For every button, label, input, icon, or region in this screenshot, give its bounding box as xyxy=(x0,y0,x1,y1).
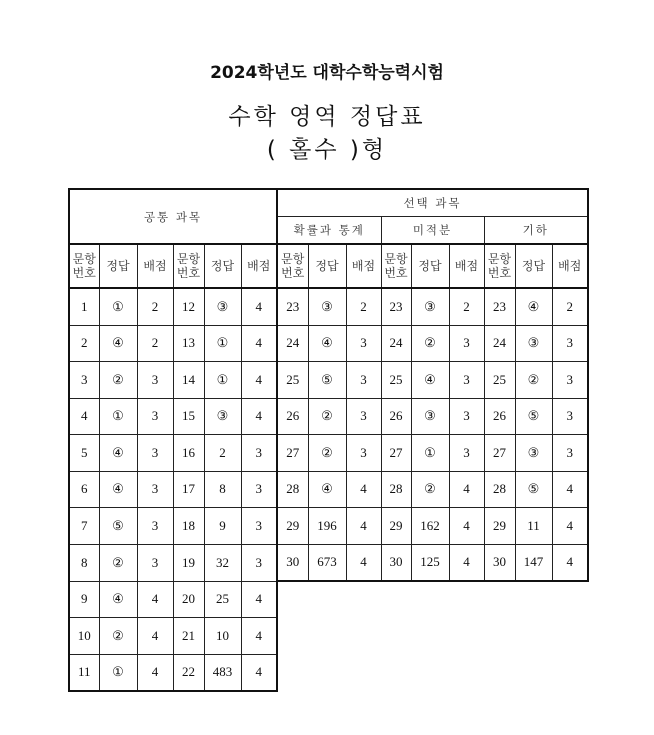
common-2-answer-cell: ① xyxy=(204,325,241,362)
calculus-number-cell: 27 xyxy=(381,435,411,472)
calculus-score-cell: 4 xyxy=(449,508,484,545)
exam-title: 2024학년도 대학수학능력시험 xyxy=(210,63,444,83)
common-1-answer-cell: ① xyxy=(99,288,137,325)
probability-statistics-number-cell: 23 xyxy=(277,288,308,325)
table-row xyxy=(69,618,588,655)
common-1-answer-cell: ② xyxy=(99,362,137,399)
common-1-number-cell: 9 xyxy=(69,581,99,618)
col-header-question-number xyxy=(277,244,308,288)
common-2-number-cell: 14 xyxy=(173,362,204,399)
common-1-score-cell: 3 xyxy=(137,398,173,435)
col-header-answer: 정답 xyxy=(515,244,552,288)
common-2-number-cell: 22 xyxy=(173,654,204,691)
common-1-answer-cell: ② xyxy=(99,618,137,655)
common-2-score-cell: 4 xyxy=(241,325,277,362)
calculus-score-cell: 3 xyxy=(449,362,484,399)
calculus-number-cell: 25 xyxy=(381,362,411,399)
common-2-answer-cell: ③ xyxy=(204,398,241,435)
elective-geometry: 기하 xyxy=(484,217,588,245)
probability-statistics-answer-cell: ② xyxy=(308,398,346,435)
calculus-score-cell: 3 xyxy=(449,435,484,472)
common-2-score-cell: 4 xyxy=(241,288,277,325)
geometry-score-cell: 3 xyxy=(552,398,588,435)
common-1-score-cell: 4 xyxy=(137,654,173,691)
exam-type: ( 홀수 )형 xyxy=(266,137,388,163)
probability-statistics-number-cell: 30 xyxy=(277,544,308,581)
common-2-answer-cell: 8 xyxy=(204,471,241,508)
col-header-question-number xyxy=(381,244,411,288)
col-header-text: 번호 xyxy=(281,266,305,280)
table-row xyxy=(69,581,588,618)
probability-statistics-answer-cell: ④ xyxy=(308,325,346,362)
col-header-question-number xyxy=(173,244,204,288)
common-1-number-cell: 4 xyxy=(69,398,99,435)
col-header-question-number xyxy=(69,244,99,288)
geometry-score-cell: 4 xyxy=(552,471,588,508)
col-header-score: 배점 xyxy=(241,244,277,288)
common-2-number-cell: 17 xyxy=(173,471,204,508)
probability-statistics-number-cell: 28 xyxy=(277,471,308,508)
probability-statistics-number-cell: 29 xyxy=(277,508,308,545)
col-header-answer: 정답 xyxy=(411,244,449,288)
geometry-answer-cell: ⑤ xyxy=(515,398,552,435)
geometry-number-cell: 29 xyxy=(484,508,515,545)
common-1-answer-cell: ⑤ xyxy=(99,508,137,545)
common-2-answer-cell: 2 xyxy=(204,435,241,472)
calculus-number-cell: 29 xyxy=(381,508,411,545)
geometry-answer-cell: ③ xyxy=(515,435,552,472)
geometry-number-cell: 26 xyxy=(484,398,515,435)
col-header-score: 배점 xyxy=(449,244,484,288)
calculus-answer-cell: ① xyxy=(411,435,449,472)
col-header-score: 배점 xyxy=(552,244,588,288)
common-2-score-cell: 3 xyxy=(241,471,277,508)
table-row xyxy=(69,325,588,362)
common-2-answer-cell: 32 xyxy=(204,544,241,581)
common-2-number-cell: 18 xyxy=(173,508,204,545)
calculus-score-cell: 3 xyxy=(449,398,484,435)
calculus-answer-cell: ③ xyxy=(411,288,449,325)
geometry-number-cell: 28 xyxy=(484,471,515,508)
calculus-answer-cell: 125 xyxy=(411,544,449,581)
common-1-score-cell: 4 xyxy=(137,581,173,618)
common-1-score-cell: 4 xyxy=(137,618,173,655)
probability-statistics-score-cell: 2 xyxy=(346,288,381,325)
geometry-score-cell: 3 xyxy=(552,362,588,399)
table-row xyxy=(69,398,588,435)
table-row xyxy=(69,508,588,545)
table-row xyxy=(69,435,588,472)
probability-statistics-score-cell: 3 xyxy=(346,325,381,362)
calculus-number-cell: 26 xyxy=(381,398,411,435)
calculus-number-cell: 24 xyxy=(381,325,411,362)
col-header-text: 문항 xyxy=(72,252,96,266)
table-row xyxy=(69,288,588,325)
common-1-number-cell: 1 xyxy=(69,288,99,325)
common-1-number-cell: 5 xyxy=(69,435,99,472)
elective-subject-header: 선택 과목 xyxy=(277,189,588,217)
geometry-score-cell: 4 xyxy=(552,544,588,581)
common-1-number-cell: 8 xyxy=(69,544,99,581)
col-header-answer: 정답 xyxy=(204,244,241,288)
probability-statistics-number-cell: 25 xyxy=(277,362,308,399)
common-1-answer-cell: ④ xyxy=(99,471,137,508)
common-1-answer-cell: ④ xyxy=(99,581,137,618)
geometry-number-cell: 24 xyxy=(484,325,515,362)
common-1-score-cell: 3 xyxy=(137,508,173,545)
common-1-number-cell: 2 xyxy=(69,325,99,362)
geometry-answer-cell: ⑤ xyxy=(515,471,552,508)
probability-statistics-score-cell: 3 xyxy=(346,398,381,435)
col-header-answer: 정답 xyxy=(99,244,137,288)
table-row xyxy=(69,654,588,691)
geometry-score-cell: 3 xyxy=(552,325,588,362)
calculus-number-cell: 28 xyxy=(381,471,411,508)
common-2-number-cell: 13 xyxy=(173,325,204,362)
common-2-answer-cell: ③ xyxy=(204,288,241,325)
probability-statistics-score-cell: 4 xyxy=(346,471,381,508)
calculus-answer-cell: ② xyxy=(411,325,449,362)
calculus-score-cell: 4 xyxy=(449,471,484,508)
common-1-score-cell: 3 xyxy=(137,471,173,508)
probability-statistics-score-cell: 4 xyxy=(346,508,381,545)
probability-statistics-answer-cell: 196 xyxy=(308,508,346,545)
common-2-score-cell: 3 xyxy=(241,544,277,581)
common-2-answer-cell: 483 xyxy=(204,654,241,691)
probability-statistics-answer-cell: ⑤ xyxy=(308,362,346,399)
geometry-answer-cell: 147 xyxy=(515,544,552,581)
common-1-number-cell: 10 xyxy=(69,618,99,655)
common-2-answer-cell: 9 xyxy=(204,508,241,545)
elective-calculus: 미적분 xyxy=(381,217,484,245)
col-header-text: 문항 xyxy=(176,252,201,266)
calculus-score-cell: 3 xyxy=(449,325,484,362)
common-2-number-cell: 19 xyxy=(173,544,204,581)
probability-statistics-number-cell: 27 xyxy=(277,435,308,472)
probability-statistics-answer-cell: ③ xyxy=(308,288,346,325)
common-1-answer-cell: ④ xyxy=(99,435,137,472)
col-header-text: 문항 xyxy=(281,252,305,266)
probability-statistics-score-cell: 3 xyxy=(346,435,381,472)
common-subject-header: 공통 과목 xyxy=(69,189,277,244)
common-2-score-cell: 4 xyxy=(241,618,277,655)
common-1-score-cell: 3 xyxy=(137,435,173,472)
geometry-number-cell: 27 xyxy=(484,435,515,472)
common-1-number-cell: 7 xyxy=(69,508,99,545)
geometry-number-cell: 25 xyxy=(484,362,515,399)
col-header-answer: 정답 xyxy=(308,244,346,288)
table-row xyxy=(69,471,588,508)
probability-statistics-number-cell: 24 xyxy=(277,325,308,362)
common-2-number-cell: 15 xyxy=(173,398,204,435)
col-header-text: 문항 xyxy=(384,252,408,266)
common-1-score-cell: 2 xyxy=(137,288,173,325)
geometry-number-cell: 23 xyxy=(484,288,515,325)
calculus-score-cell: 4 xyxy=(449,544,484,581)
geometry-score-cell: 4 xyxy=(552,508,588,545)
geometry-answer-cell: ③ xyxy=(515,325,552,362)
geometry-answer-cell: 11 xyxy=(515,508,552,545)
common-1-answer-cell: ① xyxy=(99,398,137,435)
common-1-number-cell: 3 xyxy=(69,362,99,399)
calculus-score-cell: 2 xyxy=(449,288,484,325)
probability-statistics-answer-cell: ② xyxy=(308,435,346,472)
common-1-answer-cell: ② xyxy=(99,544,137,581)
calculus-answer-cell: ③ xyxy=(411,398,449,435)
answer-key-table xyxy=(68,188,589,692)
common-2-score-cell: 4 xyxy=(241,398,277,435)
calculus-number-cell: 23 xyxy=(381,288,411,325)
col-header-score: 배점 xyxy=(137,244,173,288)
common-2-answer-cell: 25 xyxy=(204,581,241,618)
geometry-answer-cell: ② xyxy=(515,362,552,399)
common-1-number-cell: 11 xyxy=(69,654,99,691)
col-header-text: 번호 xyxy=(72,266,96,280)
common-2-score-cell: 4 xyxy=(241,362,277,399)
common-2-number-cell: 12 xyxy=(173,288,204,325)
blank-area xyxy=(277,654,588,691)
common-1-score-cell: 2 xyxy=(137,325,173,362)
document-title: 수학 영역 정답표 xyxy=(228,104,426,130)
elective-probability-statistics: 확률과 통계 xyxy=(277,217,381,245)
blank-area xyxy=(277,618,588,655)
common-2-answer-cell: 10 xyxy=(204,618,241,655)
probability-statistics-answer-cell: ④ xyxy=(308,471,346,508)
probability-statistics-number-cell: 26 xyxy=(277,398,308,435)
col-header-text: 번호 xyxy=(176,266,201,280)
col-header-text: 번호 xyxy=(487,266,512,280)
col-header-question-number xyxy=(484,244,515,288)
calculus-answer-cell: ④ xyxy=(411,362,449,399)
probability-statistics-score-cell: 3 xyxy=(346,362,381,399)
probability-statistics-answer-cell: 673 xyxy=(308,544,346,581)
common-2-answer-cell: ① xyxy=(204,362,241,399)
common-2-number-cell: 21 xyxy=(173,618,204,655)
geometry-score-cell: 3 xyxy=(552,435,588,472)
table-row xyxy=(69,544,588,581)
calculus-number-cell: 30 xyxy=(381,544,411,581)
calculus-answer-cell: 162 xyxy=(411,508,449,545)
common-1-score-cell: 3 xyxy=(137,544,173,581)
common-2-score-cell: 3 xyxy=(241,508,277,545)
col-header-text: 번호 xyxy=(384,266,408,280)
table-row xyxy=(69,362,588,399)
common-2-score-cell: 4 xyxy=(241,654,277,691)
geometry-answer-cell: ④ xyxy=(515,288,552,325)
common-2-score-cell: 3 xyxy=(241,435,277,472)
col-header-score: 배점 xyxy=(346,244,381,288)
col-header-text: 문항 xyxy=(487,252,512,266)
common-2-number-cell: 20 xyxy=(173,581,204,618)
geometry-score-cell: 2 xyxy=(552,288,588,325)
common-1-answer-cell: ④ xyxy=(99,325,137,362)
blank-area xyxy=(277,581,588,618)
common-1-answer-cell: ① xyxy=(99,654,137,691)
common-1-number-cell: 6 xyxy=(69,471,99,508)
common-2-score-cell: 4 xyxy=(241,581,277,618)
probability-statistics-score-cell: 4 xyxy=(346,544,381,581)
common-1-score-cell: 3 xyxy=(137,362,173,399)
geometry-number-cell: 30 xyxy=(484,544,515,581)
common-2-number-cell: 16 xyxy=(173,435,204,472)
calculus-answer-cell: ② xyxy=(411,471,449,508)
